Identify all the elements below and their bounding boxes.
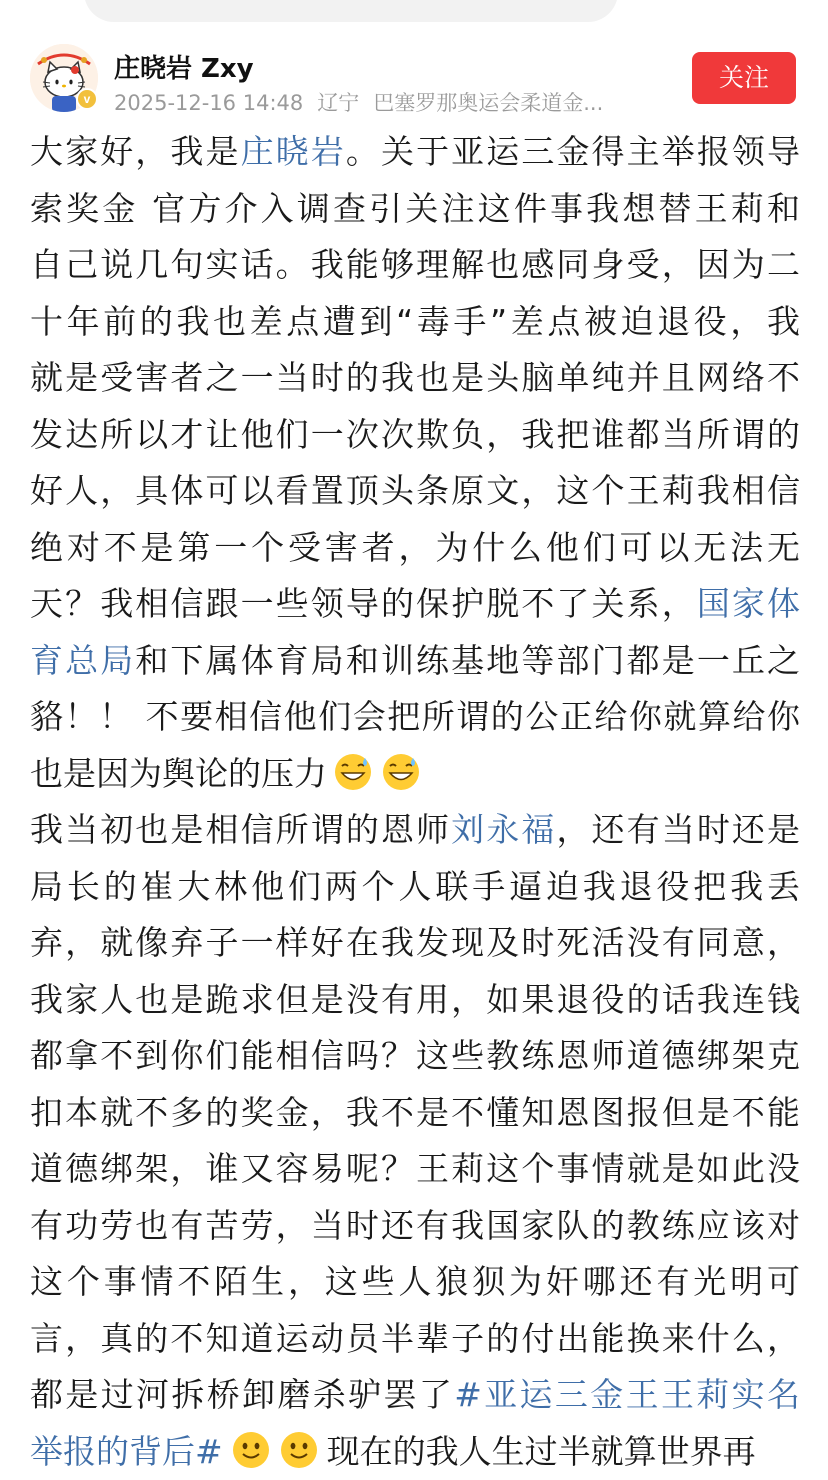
post-line: 育总局和下属体育局和训练基地等部门都是一丘之 (30, 633, 800, 690)
post-body (30, 124, 800, 1480)
post-meta (114, 87, 674, 117)
mention-link[interactable]: 育总局 (30, 641, 135, 680)
post-line: 十年前的我也差点遭到“毒手”差点被迫退役，我 (30, 294, 800, 351)
post-line: 发达所以才让他们一次次欺负，我把谁都当所谓的 (30, 407, 800, 464)
smiling-emoji-icon (231, 1430, 271, 1470)
post-line: 言，真的不知道运动员半辈子的付出能换来什么， (30, 1311, 800, 1368)
post-line: 绝对不是第一个受害者，为什么他们可以无法无 (30, 520, 800, 577)
post-line: 扣本就不多的奖金，我不是不懂知恩图报但是不能 (30, 1085, 800, 1142)
post-line: 也是因为舆论的压力 (30, 746, 800, 803)
grinning-sweat-emoji-icon (381, 752, 421, 792)
more-icon[interactable] (678, 0, 700, 8)
post-line: 天？我相信跟一些领导的保护脱不了关系，国家体 (30, 576, 800, 633)
mention-link[interactable]: 刘永福 (451, 810, 556, 849)
post-line: 索奖金 官方介入调查引关注这件事我想替王莉和 (30, 181, 800, 238)
follow-button[interactable]: 关注 (692, 52, 796, 104)
post-line: 局长的崔大林他们两个人联手逼迫我退役把我丢 (30, 859, 800, 916)
verified-badge-icon: v (76, 88, 98, 110)
post-line: 举报的背后# 现在的我人生过半就算世界再 (30, 1424, 800, 1480)
post-line: 弃，就像弃子一样好在我发现及时死活没有同意， (30, 915, 800, 972)
username[interactable]: 庄晓岩 Zxy (114, 48, 254, 85)
post-line: 我家人也是跪求但是没有用，如果退役的话我连钱 (30, 972, 800, 1029)
search-bar[interactable] (84, 0, 618, 22)
location: 辽宁 (317, 91, 359, 115)
user-tagline: 巴塞罗那奥运会柔道金... (373, 91, 603, 115)
post-line: 自己说几句实话。我能够理解也感同身受，因为二 (30, 237, 800, 294)
post-header (0, 40, 828, 120)
post-line: 我当初也是相信所谓的恩师刘永福，还有当时还是 (30, 802, 800, 859)
post-line: 都拿不到你们能相信吗？这些教练恩师道德绑架克 (30, 1028, 800, 1085)
post-line: 就是受害者之一当时的我也是头脑单纯并且网络不 (30, 350, 800, 407)
post-line: 道德绑架，谁又容易呢？王莉这个事情就是如此没 (30, 1141, 800, 1198)
hashtag-link[interactable]: 举报的背后# (30, 1432, 223, 1471)
mention-link[interactable]: 国家体 (697, 584, 800, 623)
hashtag-link[interactable]: #亚运三金王王莉实名 (454, 1375, 800, 1414)
top-bar (0, 0, 828, 26)
post-line: 这个事情不陌生，这些人狼狈为奸哪还有光明可 (30, 1254, 800, 1311)
mention-link[interactable]: 庄晓岩 (241, 132, 346, 171)
timestamp: 2025-12-16 14:48 (114, 91, 303, 115)
post-line: 貉！！ 不要相信他们会把所谓的公正给你就算给你 (30, 689, 800, 746)
smiling-emoji-icon (279, 1430, 319, 1470)
post-line: 大家好，我是庄晓岩。关于亚运三金得主举报领导 (30, 124, 800, 181)
post-line: 都是过河拆桥卸磨杀驴罢了#亚运三金王王莉实名 (30, 1367, 800, 1424)
back-icon[interactable] (38, 0, 60, 8)
post-line: 好人，具体可以看置顶头条原文，这个王莉我相信 (30, 463, 800, 520)
post-line: 有功劳也有苦劳，当时还有我国家队的教练应该对 (30, 1198, 800, 1255)
grinning-sweat-emoji-icon (333, 752, 373, 792)
